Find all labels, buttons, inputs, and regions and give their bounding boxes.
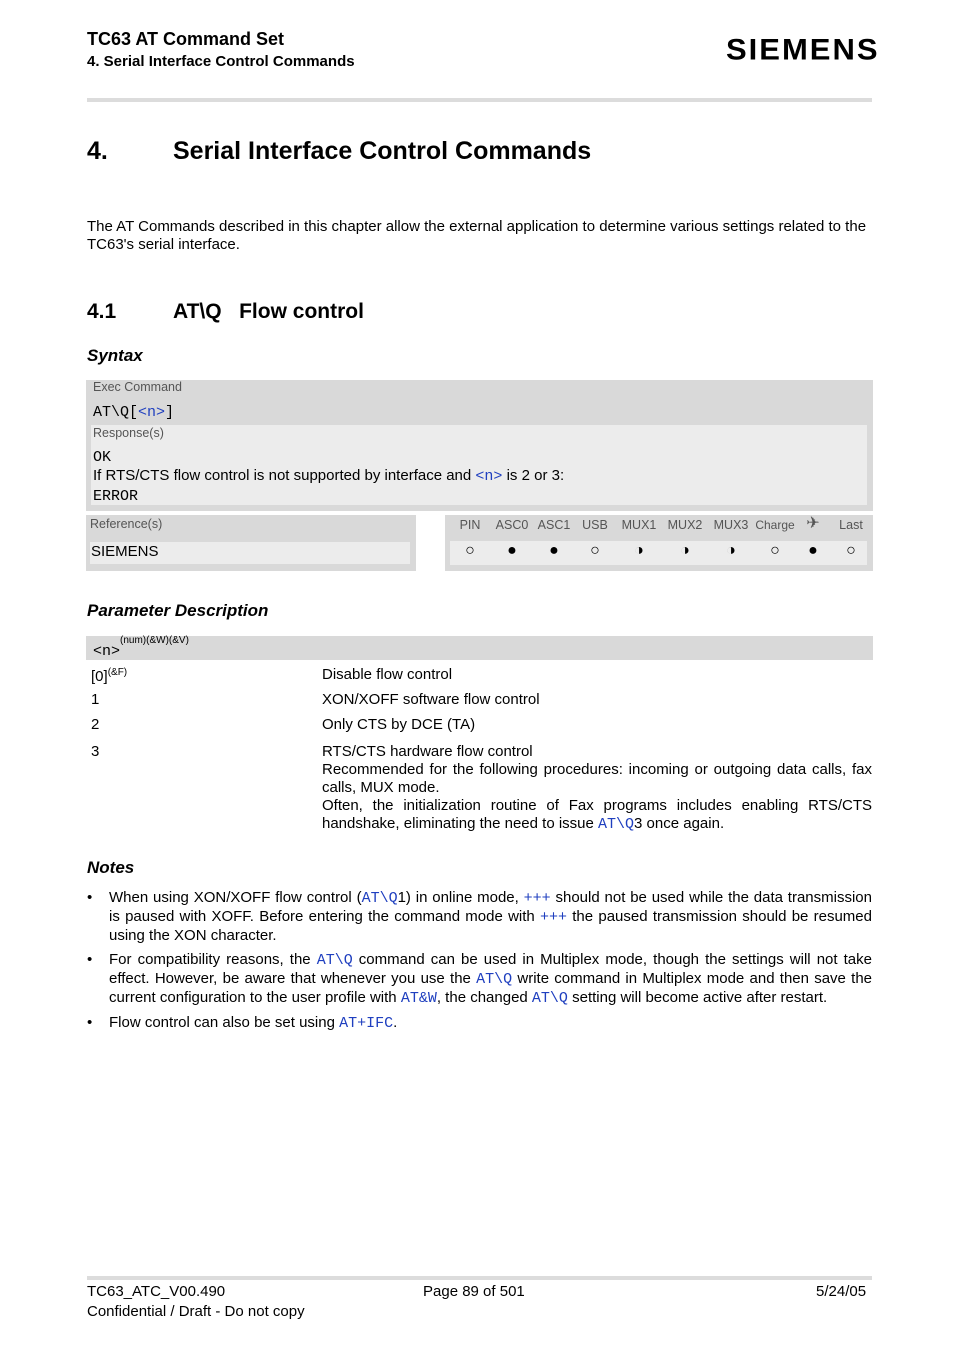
note-2-atq-link-3[interactable]: AT\Q: [531, 990, 568, 1007]
mux1-status-icon: ◑: [634, 542, 644, 559]
response-note-pre: If RTS/CTS flow control is not supported by interface and: [93, 467, 476, 484]
airplane-icon: ✈: [806, 515, 820, 532]
response-ok: OK: [93, 449, 112, 466]
param-desc-3-often: [322, 797, 872, 834]
note-1-atq-link[interactable]: AT\Q: [361, 890, 398, 907]
param-value-0-sup: (&F): [107, 667, 128, 678]
chapter-title: Serial Interface Control Commands: [173, 137, 592, 165]
mux2-status-icon: ◑: [680, 542, 690, 559]
footer-confidential: Confidential / Draft - Do not copy: [87, 1303, 305, 1320]
note-1-text-a: When using XON/XOFF flow control (: [109, 889, 362, 906]
param-desc-0: Disable flow control: [322, 666, 453, 683]
reference-value-text: SIEMENS: [91, 543, 159, 560]
param-desc-3-often-post: 3 once again.: [634, 815, 725, 832]
header-rule: [87, 98, 872, 102]
note-1-text-b: 1) in online mode,: [397, 889, 524, 906]
param-desc-3: [322, 743, 872, 834]
response-box: [91, 425, 867, 505]
exec-param-link[interactable]: <n>: [138, 404, 166, 421]
note-1-escape-link-2[interactable]: +++: [540, 909, 568, 926]
siemens-logo: SIEMENS: [726, 32, 880, 67]
reference-value: [90, 542, 410, 564]
param-desc-3-atq-link[interactable]: AT\Q: [598, 816, 635, 833]
mux3-status-icon: ◑: [726, 542, 736, 559]
intro-paragraph: The AT Commands described in this chapter allow the external application to determine various settings related to the TC63's serial interface.: [87, 218, 867, 253]
footer-doc-id: TC63_ATC_V00.490: [87, 1283, 226, 1300]
note-2-atw-link[interactable]: AT&W: [400, 990, 437, 1007]
response-note: [93, 467, 564, 485]
section-title: AT\Q Flow control: [173, 300, 364, 323]
param-desc-3-title: RTS/CTS hardware flow control: [322, 743, 533, 760]
param-value-0: [91, 664, 127, 686]
note-item-3: • Flow control can also be set using AT+IFC.: [87, 1014, 398, 1032]
footer-rule: [87, 1276, 872, 1280]
footer-date: 5/24/05: [816, 1283, 867, 1300]
syntax-heading: Syntax: [87, 346, 143, 365]
note-2-text-e: setting will become active after restart.: [567, 989, 828, 1006]
note-1-text-c: should not be used while the data transmission is paused with XOFF. Before entering the command mode with: [109, 889, 872, 925]
asc1-status-icon: ●: [549, 542, 559, 559]
note-2-atq-link[interactable]: AT\Q: [316, 952, 353, 969]
param-desc-3-recommended: Recommended for the following procedures: incoming or outgoing data calls, fax calls, MUX mode.: [322, 761, 872, 796]
usb-status-icon: ○: [590, 542, 600, 559]
col-pin: PIN: [459, 518, 481, 532]
doc-title: TC63 AT Command Set: [87, 29, 285, 49]
asc0-status-icon: ●: [507, 542, 517, 559]
param-value-3: 3: [91, 743, 100, 760]
response-note-param-link[interactable]: <n>: [475, 468, 503, 485]
exec-command-label: Exec Command: [93, 380, 182, 394]
col-charge: Charge: [755, 518, 795, 532]
param-desc-1: XON/XOFF software flow control: [322, 691, 540, 708]
exec-command-suffix: ]: [165, 404, 175, 421]
col-last: Last: [839, 518, 863, 532]
reference-label: Reference(s): [90, 517, 163, 531]
param-value-0-text: [0]: [91, 668, 108, 685]
param-name-bar: [86, 636, 873, 660]
note-2-text-b: command can be used in Multiplex mode, though the settings will not take effect. However, be aware that whenever you use the: [109, 951, 872, 987]
doc-subtitle: 4. Serial Interface Control Commands: [87, 53, 355, 70]
param-value-2: 2: [91, 716, 100, 733]
note-2-text-c: write command in Multiplex mode and then save the current configuration to the user profile with: [109, 970, 872, 1006]
col-mux2: MUX2: [667, 518, 703, 532]
note-2-atq-link-2[interactable]: AT\Q: [476, 971, 513, 988]
param-desc-2: Only CTS by DCE (TA): [322, 716, 476, 733]
note-1-escape-link[interactable]: +++: [523, 890, 551, 907]
col-asc0: ASC0: [495, 518, 529, 532]
param-name-text: <n>: [93, 643, 121, 660]
footer-page-number: Page 89 of 501: [423, 1283, 525, 1300]
response-label: Response(s): [93, 426, 164, 440]
param-name-sup: (num)(&W)(&V): [120, 635, 189, 646]
notes-heading: Notes: [87, 858, 135, 877]
response-error: ERROR: [93, 488, 139, 505]
note-3-text-b: .: [393, 1014, 398, 1031]
chapter-heading: [87, 137, 591, 166]
last-status-icon: ○: [846, 542, 856, 559]
notes-list: [87, 889, 872, 1039]
note-1-text-d: the paused transmission should be resumed using the XON character.: [109, 908, 872, 944]
chapter-number: 4.: [87, 137, 108, 165]
section-heading: [87, 300, 364, 324]
param-value-1: 1: [91, 691, 100, 708]
exec-command: [93, 403, 174, 421]
param-name: [93, 635, 189, 660]
note-2-text-a: For compatibility reasons, the: [109, 951, 317, 968]
note-item-1: • When using XON/XOFF flow control (AT\Q1) in online mode, +++ should not be used while the data transmission is paused with XOFF. Before entering the command mode with +++ the paused transmission should be resumed using the XON character.: [87, 889, 872, 944]
note-3-atifc-link[interactable]: AT+IFC: [339, 1015, 394, 1032]
col-mux1: MUX1: [621, 518, 657, 532]
col-usb: USB: [582, 518, 608, 532]
note-3-text-a: Flow control can also be set using: [109, 1014, 340, 1031]
note-item-2: • For compatibility reasons, the AT\Q command can be used in Multiplex mode, though the settings will not take effect. However, be aware that whenever you use the AT\Q write command in Multiplex mode and then save the current configuration to the user profile with AT&W, the changed AT\Q setting will become active after restart.: [87, 951, 872, 1007]
col-asc1: ASC1: [537, 518, 571, 532]
charge-status-icon: ○: [770, 542, 780, 559]
exec-command-prefix: AT\Q[: [93, 404, 139, 421]
response-note-post: is 2 or 3:: [502, 467, 565, 484]
col-mux3: MUX3: [713, 518, 749, 532]
section-number: 4.1: [87, 300, 117, 323]
note-2-text-d: , the changed: [436, 989, 532, 1006]
param-heading: Parameter Description: [87, 601, 269, 620]
param-desc-3-often-pre: Often, the initialization routine of Fax programs includes enabling RTS/CTS handshake, eliminating the need to issue: [322, 797, 872, 832]
pin-status-icon: ○: [465, 542, 475, 559]
airplane-status-icon: ●: [808, 542, 818, 559]
